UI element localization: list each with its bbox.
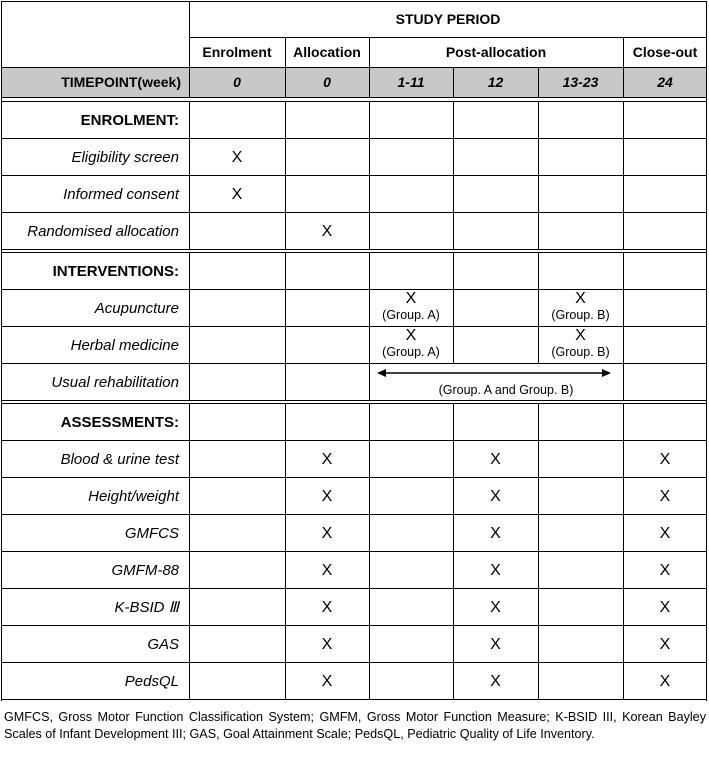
phase-heading: Allocation <box>293 44 361 60</box>
grid-line <box>369 37 370 98</box>
x-mark: X <box>575 327 586 344</box>
x-mark: X <box>490 562 501 579</box>
grid-line <box>369 102 370 250</box>
grid-line <box>453 253 454 364</box>
row-label: Acupuncture <box>94 300 179 317</box>
timepoint-value: 12 <box>487 74 504 90</box>
group-note: (Group. B) <box>551 308 610 322</box>
x-mark: X <box>231 186 243 203</box>
arrow-head-right <box>602 369 611 377</box>
row-label: Informed consent <box>63 186 179 203</box>
phase-heading: Close-out <box>632 44 698 60</box>
group-note: (Group. B) <box>551 345 610 359</box>
x-mark: X <box>659 673 671 690</box>
phase-heading: Enrolment <box>202 44 272 60</box>
group-note: (Group. A and Group. B) <box>438 383 574 397</box>
group-note: (Group. A) <box>382 345 440 359</box>
grid-line <box>285 102 286 250</box>
grid-line <box>189 37 707 38</box>
row-label: Usual rehabilitation <box>51 374 179 391</box>
x-mark: X <box>321 223 333 240</box>
grid-line <box>453 102 454 250</box>
timepoint-value: 0 <box>233 74 241 90</box>
timepoint-label: TIMEPOINT(week) <box>61 74 181 90</box>
grid-line <box>189 404 190 700</box>
grid-line <box>538 253 539 364</box>
x-mark: X <box>321 636 333 653</box>
x-mark: X <box>659 636 671 653</box>
grid-line <box>538 404 539 700</box>
x-mark: X <box>231 149 243 166</box>
row-label: GAS <box>147 636 179 653</box>
x-mark: X <box>659 562 671 579</box>
grid-line <box>189 253 190 401</box>
grid-line <box>189 289 707 290</box>
x-mark: X <box>490 673 501 690</box>
phase-heading: Post-allocation <box>445 44 547 60</box>
x-mark: X <box>659 599 671 616</box>
section-title: INTERVENTIONS: <box>52 263 179 280</box>
grid-line <box>453 67 454 98</box>
grid-line <box>1 699 707 700</box>
grid-line <box>623 102 624 250</box>
row-label: Height/weight <box>88 488 179 505</box>
grid-line <box>623 253 624 401</box>
grid-line <box>285 253 286 401</box>
grid-line <box>189 102 190 250</box>
arrow-head-left <box>377 369 386 377</box>
grid-line <box>285 404 286 700</box>
section-title: ASSESSMENTS: <box>60 414 179 431</box>
grid-line <box>623 37 624 98</box>
row-label: Blood & urine test <box>60 451 179 468</box>
grid-line <box>189 363 707 364</box>
x-mark: X <box>575 290 586 307</box>
grid-line <box>1 97 707 98</box>
timepoint-value: 0 <box>323 74 331 90</box>
x-mark: X <box>321 562 333 579</box>
x-mark: X <box>321 451 333 468</box>
grid-line <box>369 253 370 401</box>
grid-line <box>538 67 539 98</box>
duration-arrow <box>377 367 611 379</box>
group-note: (Group. A) <box>382 308 440 322</box>
x-mark: X <box>321 673 333 690</box>
grid-line <box>189 1 190 98</box>
row-label: Randomised allocation <box>27 223 179 240</box>
grid-line <box>369 404 370 700</box>
x-mark: X <box>659 451 671 468</box>
grid-line <box>538 102 539 250</box>
spirit-schedule-table <box>1 1 707 701</box>
x-mark: X <box>490 488 501 505</box>
grid-line <box>285 37 286 98</box>
timepoint-value: 13-23 <box>562 74 599 90</box>
x-mark: X <box>321 488 333 505</box>
row-label: GMFCS <box>124 525 179 542</box>
table-footnote: GMFCS, Gross Motor Function Classification System; GMFM, Gross Motor Function Measure; K-BSID III, Korean Bayley Scales of Infant Development III; GAS, Goal Attainment Scale; PedsQL, Pediatric Quality of Life Inventory. <box>4 710 706 741</box>
grid-line <box>453 404 454 700</box>
row-label: GMFM-88 <box>111 562 179 579</box>
x-mark: X <box>659 488 671 505</box>
study-period-heading: STUDY PERIOD <box>395 11 501 27</box>
x-mark: X <box>659 525 671 542</box>
grid-line <box>1 249 707 250</box>
x-mark: X <box>321 525 333 542</box>
row-label: K-BSID Ⅲ <box>114 599 179 616</box>
x-mark: X <box>490 636 501 653</box>
grid-line <box>189 212 707 213</box>
grid-line <box>1 67 707 68</box>
x-mark: X <box>490 599 501 616</box>
row-label: Eligibility screen <box>71 149 179 166</box>
x-mark: X <box>490 525 501 542</box>
timepoint-value: 1-11 <box>397 74 425 90</box>
x-mark: X <box>405 327 417 344</box>
row-label: Herbal medicine <box>70 337 179 354</box>
row-label: PedsQL <box>124 673 179 690</box>
grid-line <box>189 326 707 327</box>
x-mark: X <box>405 290 417 307</box>
grid-line <box>623 404 624 700</box>
section-title: ENROLMENT: <box>80 112 179 129</box>
grid-line <box>1 400 707 401</box>
x-mark: X <box>321 599 333 616</box>
x-mark: X <box>490 451 501 468</box>
timepoint-value: 24 <box>657 74 673 90</box>
grid-line <box>1 1 707 2</box>
